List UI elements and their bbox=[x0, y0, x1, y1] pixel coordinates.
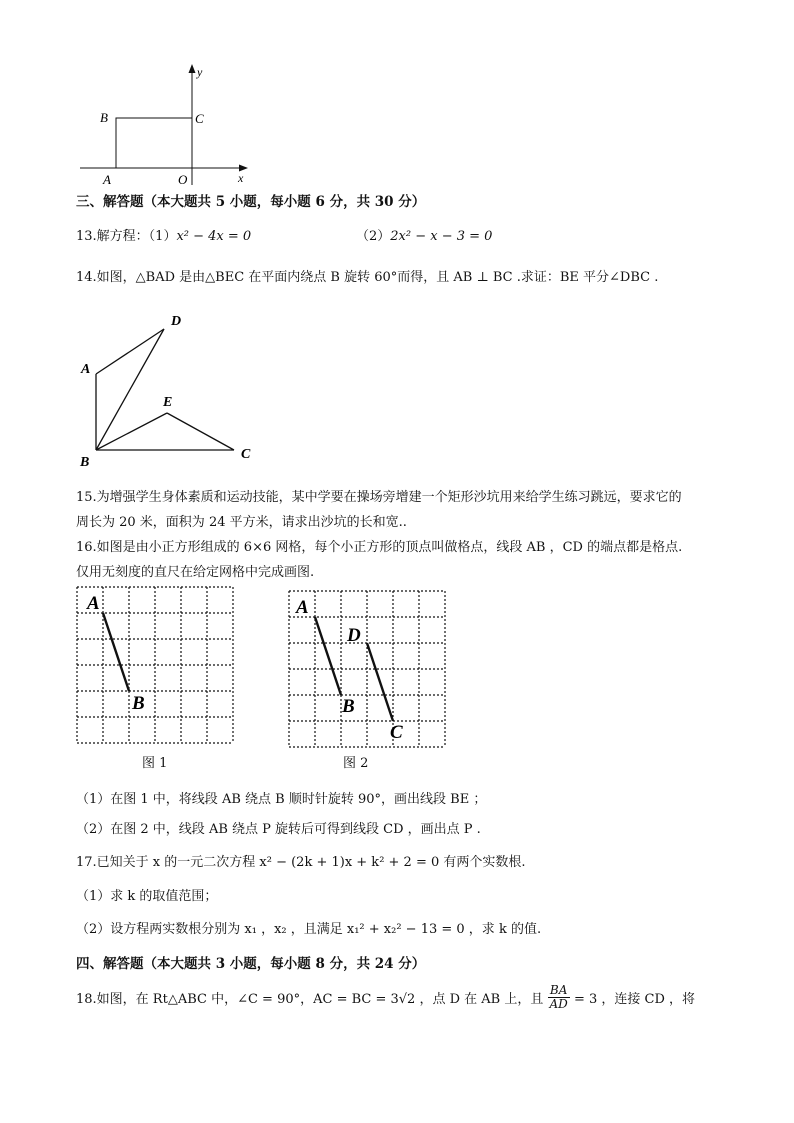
q18-text-after: = 3 ，连接 CD ，将 bbox=[573, 992, 696, 1007]
question-13 bbox=[76, 225, 251, 244]
y-axis-label: y bbox=[197, 65, 203, 79]
question-15-line-2: 周长为 20 米，面积为 24 平方米，请求出沙坑的长和宽.. bbox=[76, 515, 407, 530]
grid-figure-1 bbox=[72, 584, 242, 750]
q13-equation-2: 2x² − x − 3 = 0 bbox=[390, 229, 493, 244]
q13-equation-1: x² − 4x = 0 bbox=[176, 229, 252, 244]
question-17: 17.已知关于 x 的一元二次方程 x² − (2k + 1)x + k² + 2 = 0 有两个实数根. bbox=[76, 855, 526, 870]
q13-part2-label: （2） bbox=[356, 229, 391, 244]
point-A-label: A bbox=[87, 593, 100, 614]
point-A-label: A bbox=[81, 362, 91, 377]
q13-label: 13.解方程：（1） bbox=[76, 229, 177, 244]
q18-text-before: 18.如图，在 Rt△ABC 中，∠C = 90°，AC = BC = 3√2 ，点 D 在 AB 上，且 bbox=[76, 992, 544, 1007]
question-17-part-2: （2）设方程两实数根分别为 x₁ ，x₂ ，且满足 x₁² + x₂² − 13 = 0 ，求 k 的值. bbox=[76, 922, 542, 937]
question-16-line-1: 16.如图是由小正方形组成的 6×6 网格，每个小正方形的顶点叫做格点，线段 AB ，CD 的端点都是格点. bbox=[76, 540, 683, 555]
point-B-label: B bbox=[342, 696, 355, 717]
q18-fraction bbox=[548, 984, 570, 1011]
section-4-title: 四、解答题（本大题共 3 小题，每小题 8 分，共 24 分） bbox=[76, 956, 426, 972]
grid-figure-2 bbox=[284, 588, 454, 754]
point-C-label: C bbox=[390, 722, 403, 743]
section-3-title: 三、解答题（本大题共 5 小题，每小题 6 分，共 30 分） bbox=[76, 194, 426, 210]
point-D-label: D bbox=[347, 625, 361, 646]
question-16-part-2: （2）在图 2 中，线段 AB 绕点 P 旋转后可得到线段 CD ，画出点 P . bbox=[76, 822, 481, 837]
point-C-label: C bbox=[195, 111, 204, 126]
question-18 bbox=[76, 984, 695, 1011]
point-E-label: E bbox=[163, 395, 173, 410]
question-15-line-1: 15.为增强学生身体素质和运动技能，某中学要在操场旁增建一个矩形沙坑用来给学生练习跳远，要求它的 bbox=[76, 490, 682, 505]
question-17-part-1: （1）求 k 的取值范围； bbox=[76, 889, 218, 904]
question-16-line-2: 仅用无刻度的直尺在给定网格中完成画图. bbox=[76, 565, 315, 580]
q18-fraction-numerator: BA bbox=[548, 984, 570, 998]
point-A-label: A bbox=[296, 597, 309, 618]
coordinate-figure bbox=[78, 60, 258, 188]
point-C-label: C bbox=[241, 447, 251, 462]
point-B-label: B bbox=[80, 455, 90, 470]
point-B-label: B bbox=[100, 110, 108, 125]
x-axis-label: x bbox=[238, 171, 244, 185]
grid-2-caption: 图 2 bbox=[343, 756, 369, 771]
grid-1-caption: 图 1 bbox=[142, 756, 168, 771]
triangle-rotation-figure bbox=[74, 306, 274, 476]
question-16-part-1: （1）在图 1 中，将线段 AB 绕点 B 顺时针旋转 90°，画出线段 BE ； bbox=[76, 792, 487, 807]
q18-fraction-denominator: AD bbox=[549, 997, 568, 1011]
point-D-label: D bbox=[171, 314, 182, 329]
point-B-label: B bbox=[132, 693, 145, 714]
question-13-part-2 bbox=[356, 225, 492, 244]
question-14: 14.如图，△BAD 是由△BEC 在平面内绕点 B 旋转 60°而得，且 AB ⊥ BC .求证：BE 平分∠DBC . bbox=[76, 270, 659, 285]
origin-O-label: O bbox=[178, 172, 188, 187]
point-A-label: A bbox=[103, 172, 111, 187]
